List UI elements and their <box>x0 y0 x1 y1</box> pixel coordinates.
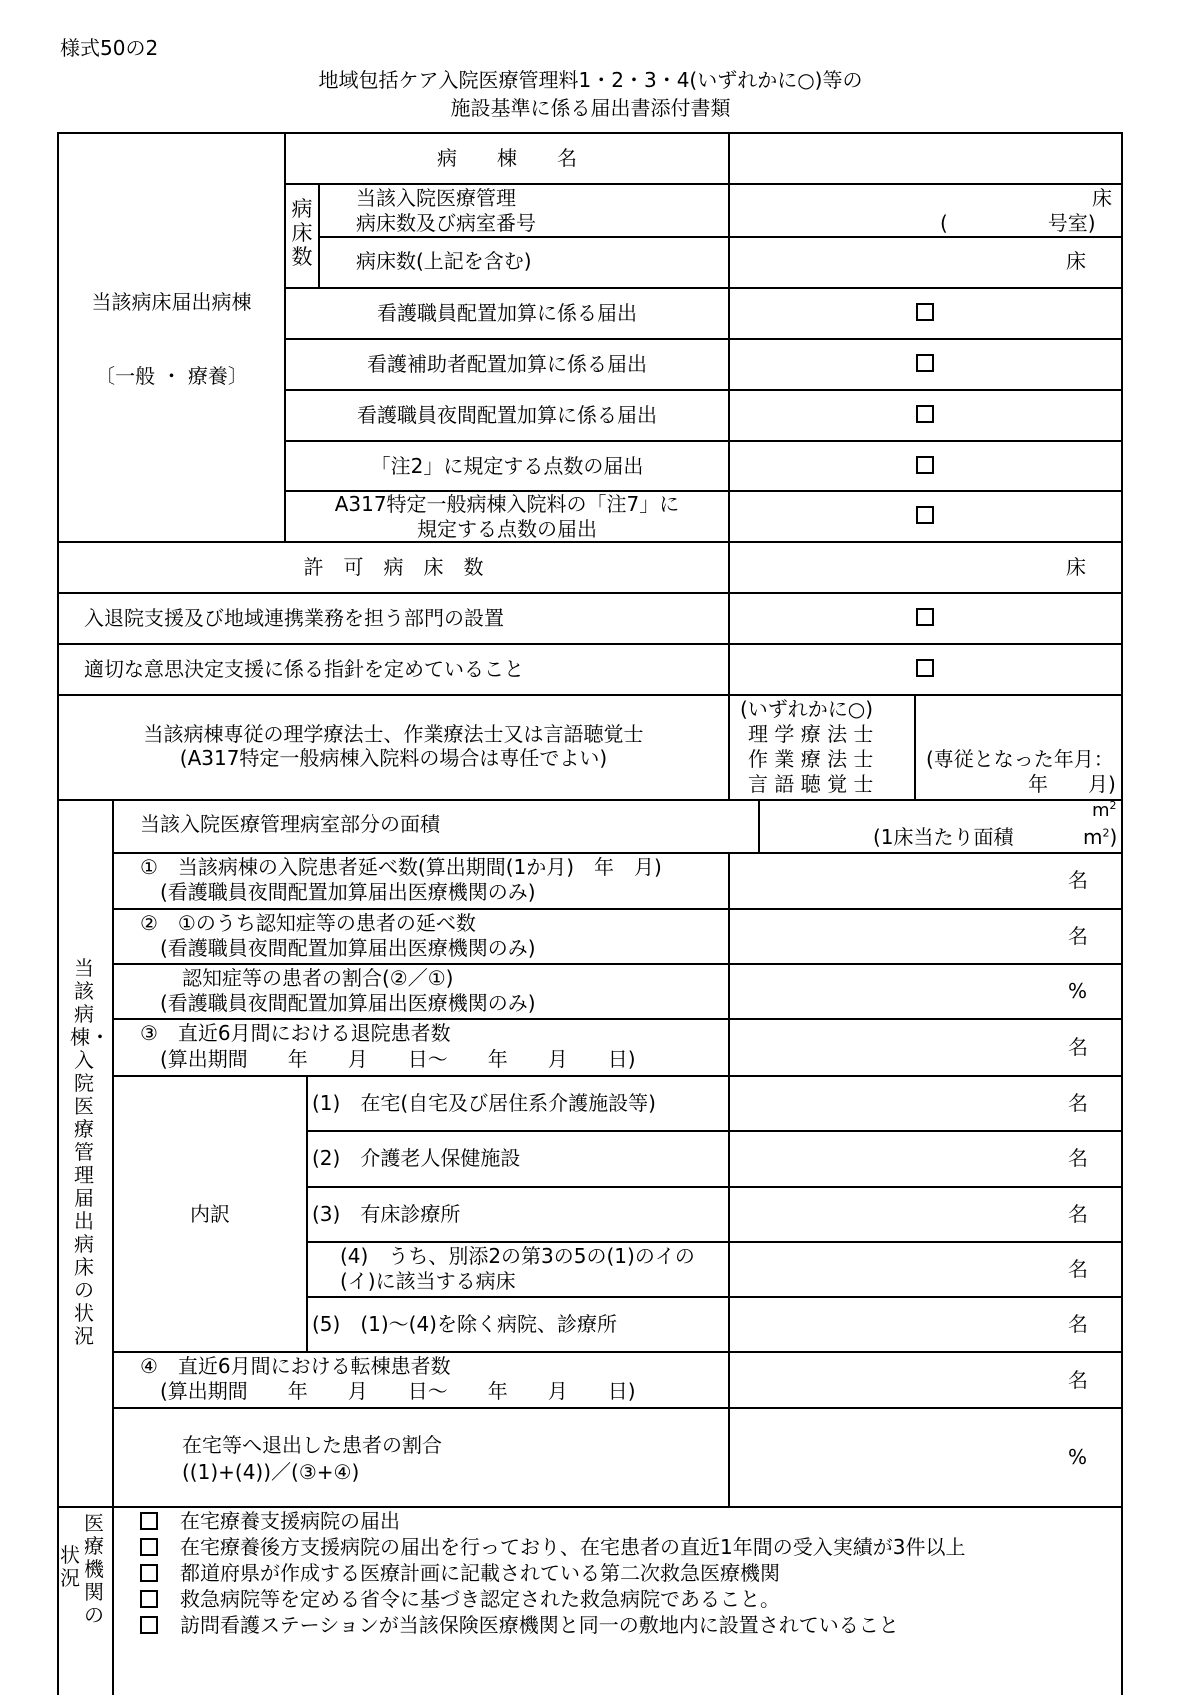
emergency-hospital-label: 救急病院等を定める省令に基づき認定された救急病院であること。 <box>180 1587 780 1611</box>
ward-type-label: 当該病床届出病棟 <box>91 290 252 314</box>
breakdown-other-label: (5) (1)～(4)を除く病院、診療所 <box>312 1312 617 1336</box>
emergency-hospital-checkbox[interactable] <box>140 1590 158 1608</box>
row4-label-1: ③ 直近6月間における退院患者数 <box>140 1021 451 1045</box>
home-ratio-label-2: ((1)+(4))／(③+④) <box>182 1460 360 1484</box>
permitted-beds-suffix: 床 <box>1066 555 1086 579</box>
night-nurse-label: 看護職員夜間配置加算に係る届出 <box>357 403 657 427</box>
unit-rooms-suffix: ( 号室) <box>940 211 1096 235</box>
area-per-bed-label: (1床当たり面積 <box>873 825 1014 849</box>
row2-field[interactable] <box>730 910 1121 963</box>
home-backup-hospital-checkbox[interactable] <box>140 1538 158 1556</box>
choice-st[interactable]: 言 語 聴 覚 士 <box>748 772 874 796</box>
row3-label-1: 認知症等の患者の割合(②／①) <box>182 966 454 990</box>
breakdown-annex-field[interactable] <box>730 1243 1121 1296</box>
home-ratio-unit: % <box>1068 1445 1088 1469</box>
a317-note7-checkbox[interactable] <box>916 506 934 524</box>
area-unit: $m^2$ <box>1092 799 1117 821</box>
unit-beds-label-1: 当該入院医療管理 <box>356 186 516 210</box>
choice-ot[interactable]: 作 業 療 法 士 <box>748 747 874 771</box>
breakdown-home-label: (1) 在宅(自宅及び居住系介護施設等) <box>312 1091 656 1115</box>
a317-note7-label-1: A317特定一般病棟入院料の「注7」に <box>334 492 680 516</box>
breakdown-annex-label-1: (4) うち、別添2の第3の5の(1)のイの <box>340 1244 695 1268</box>
nurse-staffing-label: 看護職員配置加算に係る届出 <box>377 301 637 325</box>
form-id: 様式50の2 <box>60 36 159 60</box>
total-beds-label: 病床数(上記を含む) <box>356 249 532 273</box>
row3-label-2: (看護職員夜間配置加算届出医療機関のみ) <box>160 991 536 1015</box>
therapist-choice-note: (いずれかに○) <box>740 697 874 721</box>
secondary-emergency-checkbox[interactable] <box>140 1564 158 1582</box>
area-label: 当該入院医療管理病室部分の面積 <box>140 812 440 836</box>
permitted-beds-label: 許 可 病 床 数 <box>303 555 484 579</box>
discharge-dept-label: 入退院支援及び地域連携業務を担う部門の設置 <box>84 606 504 630</box>
decision-support-label: 適切な意思決定支援に係る指針を定めていること <box>84 657 524 681</box>
row5-unit: 名 <box>1068 1368 1088 1392</box>
therapist-date-suffix: 年 月) <box>1028 772 1116 796</box>
total-beds-field[interactable] <box>730 238 1121 287</box>
secondary-emergency-label: 都道府県が作成する医療計画に記載されている第二次救急医療機関 <box>180 1561 780 1585</box>
row4-label-2: (算出期間 年 月 日～ 年 月 日) <box>160 1047 636 1071</box>
row5-label-1: ④ 直近6月間における転棟患者数 <box>140 1354 451 1378</box>
bed-count-group-label: 病床数 <box>291 197 313 269</box>
note2-checkbox[interactable] <box>916 456 934 474</box>
unit-beds-label-2: 病床数及び病室番号 <box>356 211 536 235</box>
breakdown-clinic-unit: 名 <box>1068 1202 1088 1226</box>
unit-beds-suffix: 床 <box>1092 186 1112 210</box>
home-ratio-field[interactable] <box>730 1409 1121 1506</box>
breakdown-clinic-field[interactable] <box>730 1188 1121 1241</box>
breakdown-care-facility-unit: 名 <box>1068 1146 1088 1170</box>
row1-unit: 名 <box>1068 868 1088 892</box>
row4-field[interactable] <box>730 1020 1121 1075</box>
row5-field[interactable] <box>730 1353 1121 1407</box>
nurse-aide-label: 看護補助者配置加算に係る届出 <box>367 352 647 376</box>
breakdown-label: 内訳 <box>190 1202 230 1226</box>
breakdown-home-unit: 名 <box>1068 1091 1088 1115</box>
row2-label-1: ② ①のうち認知症等の患者の延べ数 <box>140 911 476 935</box>
nurse-staffing-checkbox[interactable] <box>916 303 934 321</box>
breakdown-care-facility-field[interactable] <box>730 1132 1121 1186</box>
page-subtitle: 施設基準に係る届出書添付書類 <box>450 96 731 120</box>
therapist-label-2: (A317特定一般病棟入院料の場合は専任でよい) <box>179 746 608 770</box>
total-beds-suffix: 床 <box>1066 249 1086 273</box>
breakdown-home-field[interactable] <box>730 1077 1121 1130</box>
breakdown-annex-unit: 名 <box>1068 1257 1088 1281</box>
a317-note7-label-2: 規定する点数の届出 <box>417 517 597 541</box>
status-side-label: 当該病棟・入院医療管理届出病床の状況 <box>70 956 110 1348</box>
note2-label: 「注2」に規定する点数の届出 <box>370 454 644 478</box>
breakdown-other-field[interactable] <box>730 1298 1121 1351</box>
home-backup-hospital-label: 在宅療養後方支援病院の届出を行っており、在宅患者の直近1年間の受入実績が3件以上 <box>180 1535 966 1559</box>
ward-name-field[interactable] <box>730 134 1121 183</box>
visiting-nurse-station-checkbox[interactable] <box>140 1616 158 1634</box>
ward-type-options: 〔一般 ・ 療養〕 <box>95 364 248 388</box>
row1-label-1: ① 当該病棟の入院患者延べ数(算出期間(1か月) 年 月) <box>140 855 662 879</box>
permitted-beds-field[interactable] <box>730 543 1121 592</box>
row2-unit: 名 <box>1068 924 1088 948</box>
visiting-nurse-station-label: 訪問看護ステーションが当該保険医療機関と同一の敷地内に設置されていること <box>180 1613 899 1637</box>
row5-label-2: (算出期間 年 月 日～ 年 月 日) <box>160 1379 636 1403</box>
row3-unit: % <box>1068 979 1088 1003</box>
decision-support-checkbox[interactable] <box>916 659 934 677</box>
row2-label-2: (看護職員夜間配置加算届出医療機関のみ) <box>160 936 536 960</box>
home-support-hospital-label: 在宅療養支援病院の届出 <box>180 1509 400 1533</box>
page-title: 地域包括ケア入院医療管理料1・2・3・4(いずれかに○)等の <box>318 68 863 92</box>
area-per-bed-unit: $m^2$) <box>1083 825 1118 849</box>
row4-unit: 名 <box>1068 1035 1088 1059</box>
home-ratio-label-1: 在宅等へ退出した患者の割合 <box>182 1433 442 1457</box>
therapist-label-1: 当該病棟専従の理学療法士、作業療法士又は言語聴覚士 <box>143 722 644 746</box>
night-nurse-checkbox[interactable] <box>916 405 934 423</box>
breakdown-annex-label-2: (イ)に該当する病床 <box>340 1269 516 1293</box>
choice-pt[interactable]: 理 学 療 法 士 <box>748 722 874 746</box>
row1-label-2: (看護職員夜間配置加算届出医療機関のみ) <box>160 880 536 904</box>
breakdown-other-unit: 名 <box>1068 1312 1088 1336</box>
row3-field[interactable] <box>730 965 1121 1018</box>
nurse-aide-checkbox[interactable] <box>916 354 934 372</box>
row1-field[interactable] <box>730 854 1121 908</box>
discharge-dept-checkbox[interactable] <box>916 608 934 626</box>
breakdown-care-facility-label: (2) 介護老人保健施設 <box>312 1146 521 1170</box>
therapist-date-label: (専従となった年月： <box>926 747 1114 771</box>
breakdown-clinic-label: (3) 有床診療所 <box>312 1202 461 1226</box>
ward-name-label: 病 棟 名 <box>437 146 577 170</box>
home-support-hospital-checkbox[interactable] <box>140 1512 158 1530</box>
